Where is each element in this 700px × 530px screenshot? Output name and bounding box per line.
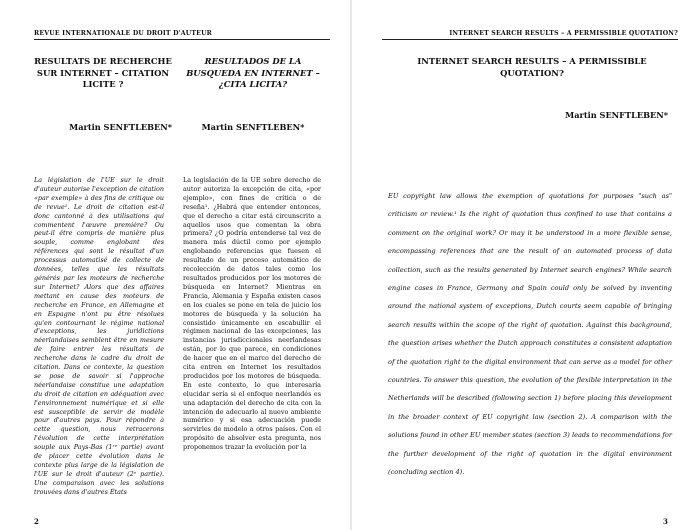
author-spanish: Martin SENFTLEBEN* <box>201 122 305 132</box>
right-page <box>352 0 700 530</box>
page-number-right: 3 <box>663 517 668 526</box>
abstract-french: La législation de l'UE sur le droit d'auteur autorise l'exception de citation «par exemple» à des fins de critique ou de revue¹. Le droit de citation est-il donc cantonné à des utilisations qui commentent l'œuvre première? Ou peut-il être compris de manière plus souple, comme englobant des références qui sont le résultat d'un processus automatisé de collecte de données, telles que les résultats générés par les moteurs de recherche sur Internet? Alors que des affaires mettant en cause des moteurs de recherche en France, en Allemagne et en Espagne n'ont pu être résolues qu'en contournant le régime national d'exceptions, les juridictions néerlandaises semblent être en mesure de faire entrer les résultats de recherche dans le cadre du droit de citation. Dans ce contexte, la question se pose de savoir si l'approche néerlandaise constitue une adaptation du droit de citation en adéquation avec l'environnement numérique et si elle est susceptible de servir de modèle pour d'autres pays. Pour répondre à cette question, nous retracerons l'évolution de cette interprétation souple aux Pays-Bas (1ʳᵉ partie) avant de placer cette évolution dans le contexte plus large de la législation de l'UE sur le droit d'auteur (2ᵉ partie). Une comparaison avec les solutions trouvées dans d'autres États <box>34 176 164 496</box>
title-spanish: RESULTADOS DE LA BUSQUEDA EN INTERNET – ¿CITA LICITA? <box>186 56 320 89</box>
running-head-right: INTERNET SEARCH RESULTS – A PERMISSIBLE QUOTATION? <box>382 30 678 40</box>
abstract-spanish: La legislación de la UE sobre derecho de autor autoriza la excepción de cita, «por ejemplo», con fines de crítica o de reseña¹. ¿Habrá que entender entonces, que el derecho a citar está circunscrito a aquellos usos que comentan la obra primera? ¿O podría entenderse tal vez de manera más dúctil como por ejemplo englobando referencias que fuesen el resultado de un proceso automático de recolección de datos tales como los resultados producidos por los motores de búsqueda en Internet? Mientras en Francia, Alemania y España existen casos en los cuales se pone en tela de juicio los motores de búsqueda y la solución ha consistido únicamente en escabullir el régimen nacional de las excepciones, las instancias jurisdiccionales neerlandesas están, por lo que parece, en condiciones de hacer que en el marco del derecho de cita entren en Internet los resultados producidos por los motores de búsqueda. En este contexto, lo que interesaría elucidar sería si el enfoque neerlandés es una adaptación del derecho de cita con la intención de adecuarlo al nuevo ambiente numérico y si esa adecuación puede servirles de modelo a otros países. Con el propósito de absolver esta pregunta, nos proponemos trazar la evolución por la <box>183 176 321 452</box>
title-english: INTERNET SEARCH RESULTS – A PERMISSIBLE QUOTATION? <box>417 56 647 78</box>
abstract-english: EU copyright law allows the exemption of quotations for purposes "such as" criticism or review.¹ Is the right of quotation thus confined to use that contains a comment on the original work? Or may it be understood in a more flexible sense, encompassing references that are the result of an automated process of data collection, such as the results generated by Internet search engines? While search engine cases in France, Germany and Spain could only be solved by inventing around the national system of exceptions, Dutch courts seem capable of bringing search results within the scope of the right of quotation. Against this background, the question arises whether the Dutch approach constitutes a consistent adaptation of the quotation right to the digital environment that can serve as a model for other countries. To answer this question, the evolution of the flexible interpretation in the Netherlands will be described (following section 1) before placing this development in the broader context of EU copyright law (section 2). A comparison with the solutions found in other EU member states (section 3) leads to recommendations for the further development of the right of quotation in the digital environment (concluding section 4). <box>388 192 672 477</box>
author-english: Martin SENFTLEBEN* <box>565 110 668 120</box>
title-french: RESULTATS DE RECHERCHE SUR INTERNET – CITATION LICITE ? <box>34 56 172 89</box>
author-french: Martin SENFTLEBEN* <box>69 122 172 132</box>
page-number-left: 2 <box>34 517 39 526</box>
running-head-left: REVUE INTERNATIONALE DU DROIT D'AUTEUR <box>34 30 330 40</box>
